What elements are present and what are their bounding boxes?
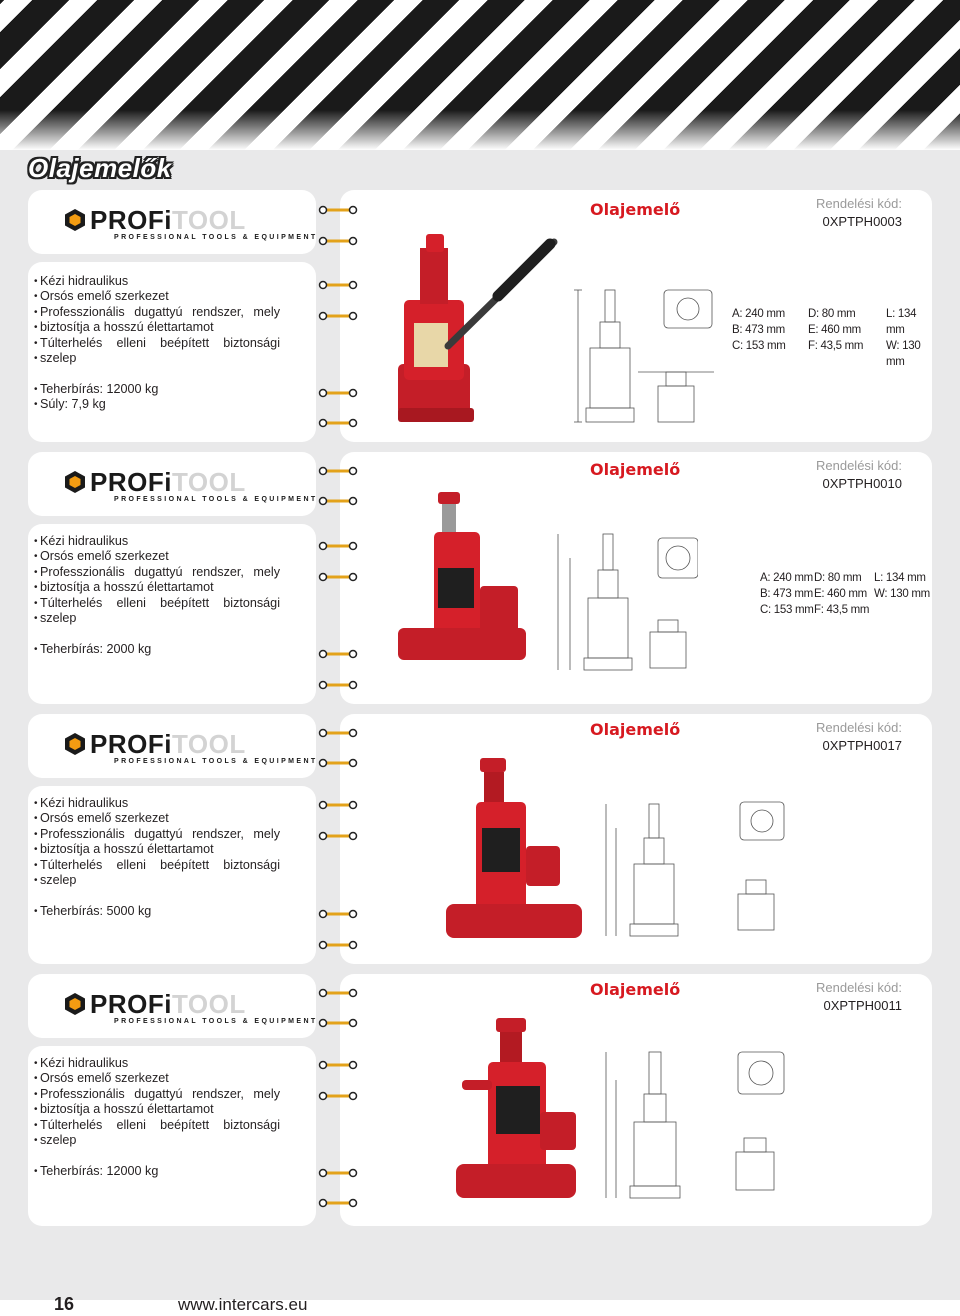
spec-item: W: 130 mm: [886, 340, 921, 368]
feature-item: • Orsós emelő szerkezet: [34, 549, 280, 564]
feature-item: • Professzionális dugattyú rendszer, mely: [34, 565, 280, 580]
jack-side-drawing: [602, 798, 792, 938]
profitool-logo: [64, 729, 318, 768]
binder-ring: [318, 728, 358, 738]
hex-icon: [64, 208, 86, 232]
binder-ring: [318, 940, 358, 950]
feature-item: • Orsós emelő szerkezet: [34, 1071, 280, 1086]
spec-list-col2: [808, 306, 863, 354]
hydraulic-jack-photo: [440, 1014, 590, 1214]
binder-ring: [318, 311, 358, 321]
binder-ring: [318, 418, 358, 428]
product-1-feature-list: [34, 274, 280, 366]
binder-ring: [318, 649, 358, 659]
brand-tagline: PROFESSIONAL TOOLS & EQUIPMENT: [114, 758, 318, 765]
product-4-capacity-list: [34, 1164, 280, 1179]
binder-ring: [318, 205, 358, 215]
product-2-features-panel: [28, 524, 316, 704]
brand-name-part2: TOOL: [171, 729, 246, 759]
spec-list-col3: [874, 570, 930, 602]
order-code-label: Rendelési kód:: [816, 458, 902, 473]
feature-item: • Professzionális dugattyú rendszer, mely: [34, 827, 280, 842]
feature-item-cont: • biztosítja a hosszú élettartamot: [34, 320, 280, 335]
feature-item-cont: • szelep: [34, 611, 280, 626]
hex-icon: [64, 732, 86, 756]
capacity-item: • Teherbírás: 12000 kg: [34, 1164, 280, 1179]
spec-list-col1: [732, 306, 786, 354]
product-1-logo-panel: [28, 190, 316, 254]
binder-ring: [318, 988, 358, 998]
feature-item: • Orsós emelő szerkezet: [34, 811, 280, 826]
binder-ring: [318, 496, 358, 506]
brand-name-part2: TOOL: [171, 205, 246, 235]
capacity-item: • Teherbírás: 2000 kg: [34, 642, 280, 657]
product-4-main-panel: [340, 974, 932, 1226]
spec-item: C: 153 mm: [732, 340, 786, 352]
product-1-main-panel: [340, 190, 932, 442]
spec-item: A: 240 mm: [732, 308, 785, 320]
header-fade: [0, 110, 960, 150]
feature-item: • Kézi hidraulikus: [34, 1056, 280, 1071]
brand-name-part1: PROFi: [90, 467, 172, 497]
product-4-features-panel: [28, 1046, 316, 1226]
spec-item: L: 134 mm: [886, 308, 917, 336]
binder-ring: [318, 909, 358, 919]
feature-item-cont: • szelep: [34, 873, 280, 888]
feature-item: • Professzionális dugattyú rendszer, mely: [34, 1087, 280, 1102]
brand-name-part2: TOOL: [171, 989, 246, 1019]
order-code: 0XPTPH0003: [822, 214, 902, 229]
binder-ring: [318, 1060, 358, 1070]
product-3-feature-list: [34, 796, 280, 888]
brand-name-part2: TOOL: [171, 467, 246, 497]
feature-item-cont: • biztosítja a hosszú élettartamot: [34, 842, 280, 857]
product-2-main-panel: [340, 452, 932, 704]
feature-item: • Orsós emelő szerkezet: [34, 289, 280, 304]
spec-item: C: 153 mm: [760, 604, 814, 616]
binder-ring: [318, 831, 358, 841]
spec-item: D: 80 mm: [814, 572, 862, 584]
binder-ring: [318, 1198, 358, 1208]
product-3-features-panel: [28, 786, 316, 964]
capacity-item: • Teherbírás: 5000 kg: [34, 904, 280, 919]
weight-item: • Súly: 7,9 kg: [34, 397, 280, 412]
page-title: Olajemelők: [28, 153, 172, 183]
order-code: 0XPTPH0010: [822, 476, 902, 491]
binder-ring: [318, 1018, 358, 1028]
spec-item: W: 130 mm: [874, 588, 930, 600]
order-code-label: Rendelési kód:: [816, 980, 902, 995]
product-4-feature-list: [34, 1056, 280, 1148]
order-code-label: Rendelési kód:: [816, 720, 902, 735]
binder-ring: [318, 236, 358, 246]
feature-item: • Túlterhelés elleni beépített biztonsági: [34, 336, 280, 351]
spec-item: L: 134 mm: [874, 572, 926, 584]
brand-name-part1: PROFi: [90, 989, 172, 1019]
feature-item: • Túlterhelés elleni beépített biztonsági: [34, 858, 280, 873]
binder-ring: [318, 758, 358, 768]
profitool-logo: [64, 205, 318, 244]
profitool-logo: [64, 467, 318, 506]
spec-item: B: 473 mm: [732, 324, 785, 336]
binder-ring: [318, 388, 358, 398]
binder-ring: [318, 541, 358, 551]
binder-ring: [318, 1168, 358, 1178]
brand-tagline: PROFESSIONAL TOOLS & EQUIPMENT: [114, 496, 318, 503]
spec-item: A: 240 mm: [760, 572, 813, 584]
spec-list-col2: [814, 570, 869, 618]
product-4-logo-panel: [28, 974, 316, 1038]
capacity-item: • Teherbírás: 12000 kg: [34, 382, 280, 397]
brand-tagline: PROFESSIONAL TOOLS & EQUIPMENT: [114, 234, 318, 241]
product-1-capacity-list: [34, 382, 280, 413]
jack-side-drawing: [548, 528, 698, 674]
binder-ring: [318, 1091, 358, 1101]
spec-item: E: 460 mm: [808, 324, 861, 336]
feature-item: • Kézi hidraulikus: [34, 274, 280, 289]
spec-item: F: 43,5 mm: [814, 604, 870, 616]
hydraulic-jack-photo: [378, 228, 568, 438]
order-code-label: Rendelési kód:: [816, 196, 902, 211]
binder-ring: [318, 680, 358, 690]
product-3-main-panel: [340, 714, 932, 964]
feature-item-cont: • biztosítja a hosszú élettartamot: [34, 580, 280, 595]
brand-name-part1: PROFi: [90, 205, 172, 235]
website-link[interactable]: www.intercars.eu: [178, 1295, 308, 1314]
brand-tagline: PROFESSIONAL TOOLS & EQUIPMENT: [114, 1018, 318, 1025]
feature-item: • Kézi hidraulikus: [34, 796, 280, 811]
binder-ring: [318, 280, 358, 290]
spec-list-col3: [886, 306, 932, 370]
product-1-features-panel: [28, 262, 316, 442]
product-3-logo-panel: [28, 714, 316, 778]
spec-item: F: 43,5 mm: [808, 340, 864, 352]
product-title: Olajemelő: [590, 720, 681, 739]
order-code: 0XPTPH0017: [822, 738, 902, 753]
feature-item: • Túlterhelés elleni beépített biztonsági: [34, 1118, 280, 1133]
jack-side-drawing: [572, 286, 720, 436]
product-title: Olajemelő: [590, 980, 681, 999]
hex-icon: [64, 992, 86, 1016]
feature-item: • Kézi hidraulikus: [34, 534, 280, 549]
footer-bar: [0, 1300, 960, 1316]
brand-name-part1: PROFi: [90, 729, 172, 759]
feature-item: • Professzionális dugattyú rendszer, mely: [34, 305, 280, 320]
feature-item-cont: • szelep: [34, 1133, 280, 1148]
spec-list-col1: [760, 570, 814, 618]
spec-item: D: 80 mm: [808, 308, 856, 320]
binder-ring: [318, 800, 358, 810]
jack-side-drawing: [602, 1044, 792, 1204]
binder-ring: [318, 572, 358, 582]
product-title: Olajemelő: [590, 200, 681, 219]
order-code: 0XPTPH0011: [823, 998, 902, 1013]
product-3-capacity-list: [34, 904, 280, 919]
product-title: Olajemelő: [590, 460, 681, 479]
hydraulic-jack-photo: [392, 488, 532, 672]
spec-item: B: 473 mm: [760, 588, 813, 600]
product-2-feature-list: [34, 534, 280, 626]
feature-item: • Túlterhelés elleni beépített biztonsági: [34, 596, 280, 611]
binder-ring: [318, 466, 358, 476]
hex-icon: [64, 470, 86, 494]
hydraulic-jack-photo: [440, 754, 590, 964]
page-number: 16: [54, 1294, 75, 1314]
product-2-logo-panel: [28, 452, 316, 516]
product-2-capacity-list: [34, 642, 280, 657]
spec-item: E: 460 mm: [814, 588, 867, 600]
feature-item-cont: • biztosítja a hosszú élettartamot: [34, 1102, 280, 1117]
feature-item-cont: • szelep: [34, 351, 280, 366]
profitool-logo: [64, 989, 318, 1028]
